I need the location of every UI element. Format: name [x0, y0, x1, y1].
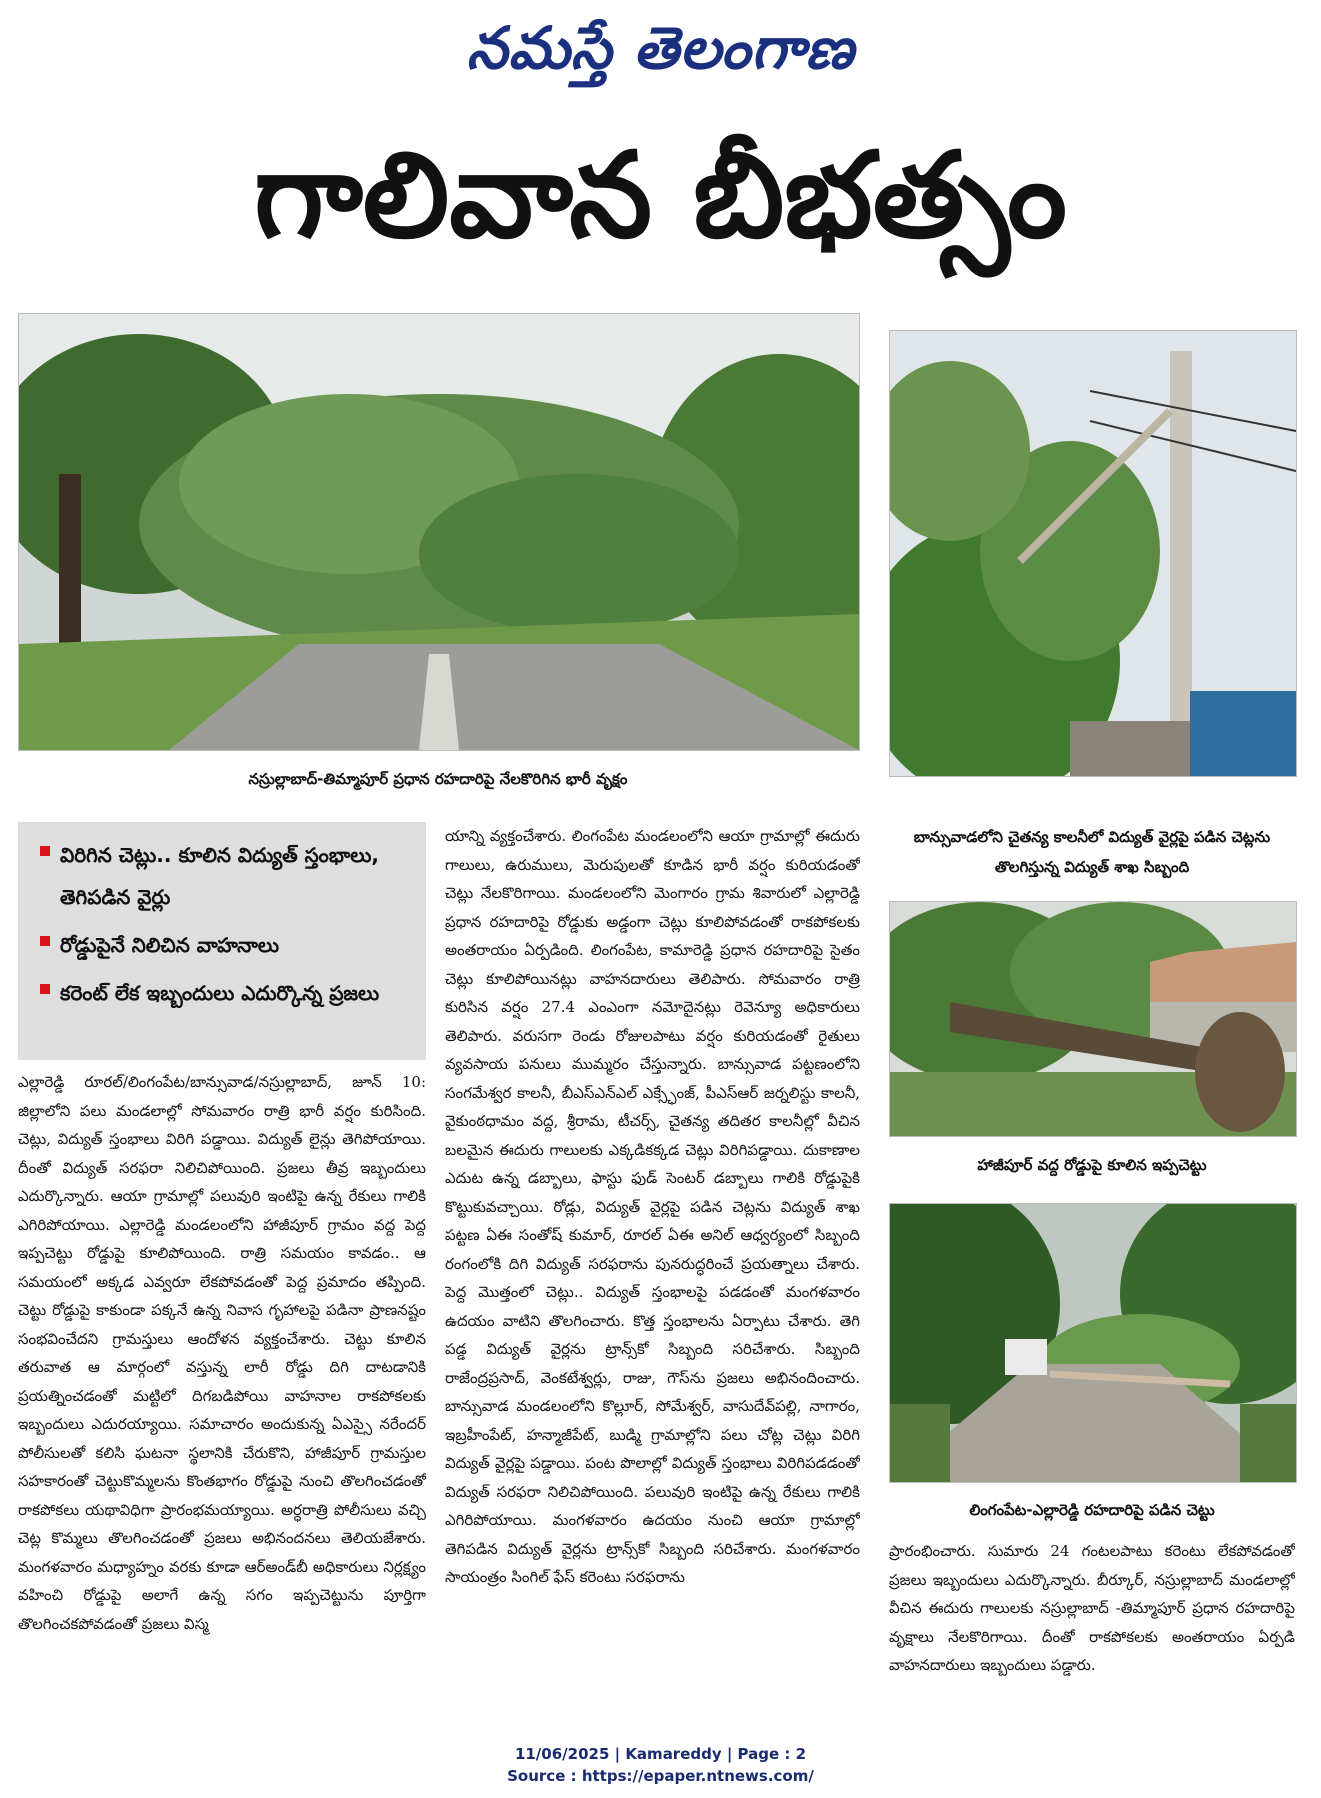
highlight-item — [40, 924, 412, 966]
bullet-square-icon — [40, 936, 50, 946]
road-tree-photo — [889, 1203, 1297, 1483]
bullet-square-icon — [40, 846, 50, 856]
highlight-item — [40, 834, 412, 918]
article-column-2 — [445, 822, 860, 1736]
article-text-1: ఎల్లారెడ్డి రూరల్‌/లింగంపేట/బాన్సువాడ/నస్రుల్లాబాద్‌, జూన్‌ 10: జిల్లాలోని పలు మండలాల్లో సోమవారం రాత్రి భారీ వర్షం కురిసింది. చెట్లు, విద్యుత్‌ స్తంభాలు విరిగి పడ్డాయి. విద్యుత్‌ లైన్లు తెగిపోయాయి. దీంతో విద్యుత్‌ సరఫరా నిలిచిపోయింది. ప్రజలు తీవ్ర ఇబ్బందులు ఎదుర్కొన్నారు. ఆయా గ్రామాల్లో పలువురి ఇంటిపై ఉన్న రేకులు గాలికి ఎగిరిపోయాయి. ఎల్లారెడ్డి మండలంలోని హాజీపూర్‌ గ్రామం వద్ద పెద్ద ఇప్పచెట్టు రోడ్డుపై కూలిపోయింది. రాత్రి సమయం కావడం.. ఆ సమయంలో అక్కడ ఎవ్వరూ లేకపోవడంతో పెద్ద ప్రమాదం తప్పింది. చెట్టు రోడ్డుపై కాకుండా పక్కనే ఉన్న నివాస గృహాలపై పడినా ప్రాణనష్టం సంభవించేదని గ్రామస్తులు ఆందోళన వ్యక్తంచేశారు. చెట్టు కూలిన తరువాత ఆ మార్గంలో వస్తున్న లారీ రోడ్డు దిగి దాటడానికి ప్రయత్నించడంతో మట్టిలో దిగబడిపోయి వాహనాల రాకపోకలకు ఇబ్బందులు ఎదురయ్యాయి. సమాచారం అందుకున్న ఏఎస్సై నరేందర్‌ పోలీసులతో కలిసి ఘటనా స్థలానికి చేరుకొని, హాజీపూర్‌ గ్రామస్తుల సహకారంతో చెట్టుకొమ్మలను కొంతభాగం రోడ్డుపై నుంచి తొలగించడంతో రాకపోకలు యథావిధిగా ప్రారంభమయ్యాయి. అర్ధరాత్రి పోలీసులు వచ్చి చెట్ల కొమ్మలు తొలగించడంతో ప్రజలు అభినందనలు తెలియజేశారు. మంగళవారం మధ్యాహ్నం వరకు కూడా ఆర్‌అండ్‌బీ అధికారులు నిర్లక్ష్యం వహించి రోడ్డుపై అలాగే ఉన్న సగం ఇప్పచెట్టును పూర్తిగా తొలగించకపోవడంతో ప్రజలు విస్మ — [18, 1073, 426, 1633]
highlight-item — [40, 972, 412, 1014]
pole-photo-caption: బాన్సువాడలోని చైతన్య కాలనీలో విద్యుత్‌ వైర్లపై పడిన చెట్లను తొలగిస్తున్న విద్యుత్‌ శాఖ సిబ్బంది — [913, 828, 1271, 876]
main-photo-caption: నస్రుల్లాబాద్‌-తిమ్మాపూర్‌ ప్రధాన రహదారిపై నేలకొరిగిన భారీ వృక్షం — [248, 770, 628, 788]
article-column-3 — [889, 1537, 1295, 1737]
masthead-logo: నమస్తే తెలంగాణ — [466, 14, 855, 82]
article-text-3: ప్రారంభించారు. సుమారు 24 గంటలపాటు కరెంటు లేకపోవడంతో ప్రజలు ఇబ్బందులు ఎదుర్కొన్నారు. బీర్కూర్‌, నస్రుల్లాబాద్‌ మండలాల్లో వీచిన ఈదురు గాలులకు నస్రుల్లాబాద్‌ -తిమ్మాపూర్‌ ప్రధాన రహదారిపై వృక్షాలు నేలకొరిగాయి. దీంతో రాకపోకలకు అంతరాయం ఏర్పడి వాహనదారులు ఇబ్బందులు పడ్డారు. — [889, 1542, 1295, 1674]
highlight-text: రోడ్డుపైనే నిలిచిన వాహనాలు — [60, 933, 279, 957]
road-tree-caption: లింగంపేట-ఎల్లారెడ్డి రహదారిపై పడిన చెట్టు — [969, 1501, 1215, 1519]
bullet-square-icon — [40, 984, 50, 994]
article-text-2: యాన్ని వ్యక్తంచేశారు. లింగంపేట మండలంలోని ఆయా గ్రామాల్లో ఈదురు గాలులు, ఉరుములు, మెరుపులతో కూడిన భారీ వర్షం కురియడంతో చెట్లు నేలకొరిగాయి. మండలంలోని మెంగారం గ్రామ శివారులో ఎల్లారెడ్డి ప్రధాన రహదారిపై రోడ్డుకు అడ్డంగా చెట్లు కూలిపోవడంతో రాకపోకలకు అంతరాయం ఏర్పడింది. లింగంపేట, కామారెడ్డి ప్రధాన రహదారిపై సైతం చెట్లు కూలిపోయినట్లు వాహనదారులు తెలిపారు. సోమవారం రాత్రి కురిసిన వర్షం 27.4 ఎంఎంగా నమోదైనట్లు రెవెన్యూ అధికారులు తెలిపారు. వరుసగా రెండు రోజులపాటు వర్షం కురియడంతో రైతులు వ్యవసాయ పనులు ముమ్మరం చేస్తున్నారు. బాన్సువాడ పట్టణంలోని సంగమేశ్వర కాలనీ, బీఎస్‌ఎన్‌ఎల్‌ ఎక్స్ఛేంజ్‌, పీఎస్‌ఆర్‌ జర్నలిస్టు కాలనీ, వైకుంఠధామం వద్ద, శ్రీరామ, టీచర్స్‌, చైతన్య తదితర కాలనీల్లో వీచిన బలమైన ఈదురు గాలులకు ఎక్కడికక్కడ చెట్లు విరిగిపడ్డాయి. దుకాణాల ఎదుట ఉన్న డబ్బాలు, ఫాస్టు ఫుడ్‌ సెంటర్‌ డబ్బాలు గాలికి రోడ్డుపైకి కొట్టుకువచ్చాయి. రోడ్లు, విద్యుత్‌ వైర్లపై పడిన చెట్లను విద్యుత్‌ శాఖ పట్టణ ఏఈ సంతోష్‌ కుమార్‌, రూరల్‌ ఏఈ అనిల్‌ ఆధ్వర్యంలో సిబ్బంది రంగంలోకి దిగి విద్యుత్‌ సరఫరాను పునరుద్ధరించే ప్రయత్నాలు చేశారు. పెద్ద మొత్తంలో చెట్లు.. విద్యుత్‌ స్తంభాలపై పడడంతో మంగళవారం ఉదయం వాటిని తొలగించారు. కొత్త స్తంభాలను ఏర్పాటు చేశారు. తెగి పడ్డ విద్యుత్‌ వైర్లను ట్రాన్స్‌కో సిబ్బంది సరిచేశారు. సిబ్బంది రాజేంద్రప్రసాద్‌, వెంకటేశ్వర్లు, రాజు, గౌస్‌ను ప్రజలు అభినందించారు. బాన్సువాడ మండలంలోని కొల్లూర్‌, సోమేశ్వర్‌, వాసుదేవ్‌పల్లి, నాగారం, ఇబ్రహీంపేట్‌, హన్మాజీపేట్‌, బుడ్మి గ్రామాల్లోని పలు చోట్ల చెట్లు విరిగి విద్యుత్‌ వైర్లపై పడ్డాయి. పంట పొలాల్లో విద్యుత్‌ స్తంభాలు విరిగిపడడంతో విద్యుత్‌ సరఫరా నిలిచిపోయింది. పలువురి ఇంటిపై ఉన్న రేకులు గాలికి ఎగిరిపోయాయి. మంగళవారం ఉదయం నుంచి ఆయా గ్రామాల్లో తెగిపడిన విద్యుత్‌ వైర్లను ట్రాన్స్‌కో సిబ్బంది సరిచేశారు. మంగళవారం సాయంత్రం సింగిల్‌ ఫేస్‌ కరెంటు సరఫరాను — [445, 827, 860, 1586]
footer-dateline: 11/06/2025 | Kamareddy | Page : 2 — [514, 1745, 807, 1763]
main-photo — [18, 313, 860, 751]
uprooted-tree-photo — [889, 901, 1297, 1137]
highlights-box — [18, 822, 426, 1060]
article-column-1 — [18, 1068, 426, 1736]
footer-source-link[interactable]: Source : https://epaper.ntnews.com/ — [507, 1767, 814, 1785]
highlight-text: విరిగిన చెట్లు.. కూలిన విద్యుత్‌ స్తంభాలు, తెగిపడిన వైర్లు — [60, 843, 379, 909]
highlight-text: కరెంట్‌ లేక ఇబ్బందులు ఎదుర్కొన్న ప్రజలు — [60, 981, 380, 1005]
page-headline: గాలివాన బీభత్సం — [254, 126, 1067, 264]
uprooted-tree-caption: హాజీపూర్‌ వద్ద రోడ్డుపై కూలిన ఇప్పచెట్టు — [977, 1156, 1207, 1174]
pole-photo — [889, 330, 1297, 777]
